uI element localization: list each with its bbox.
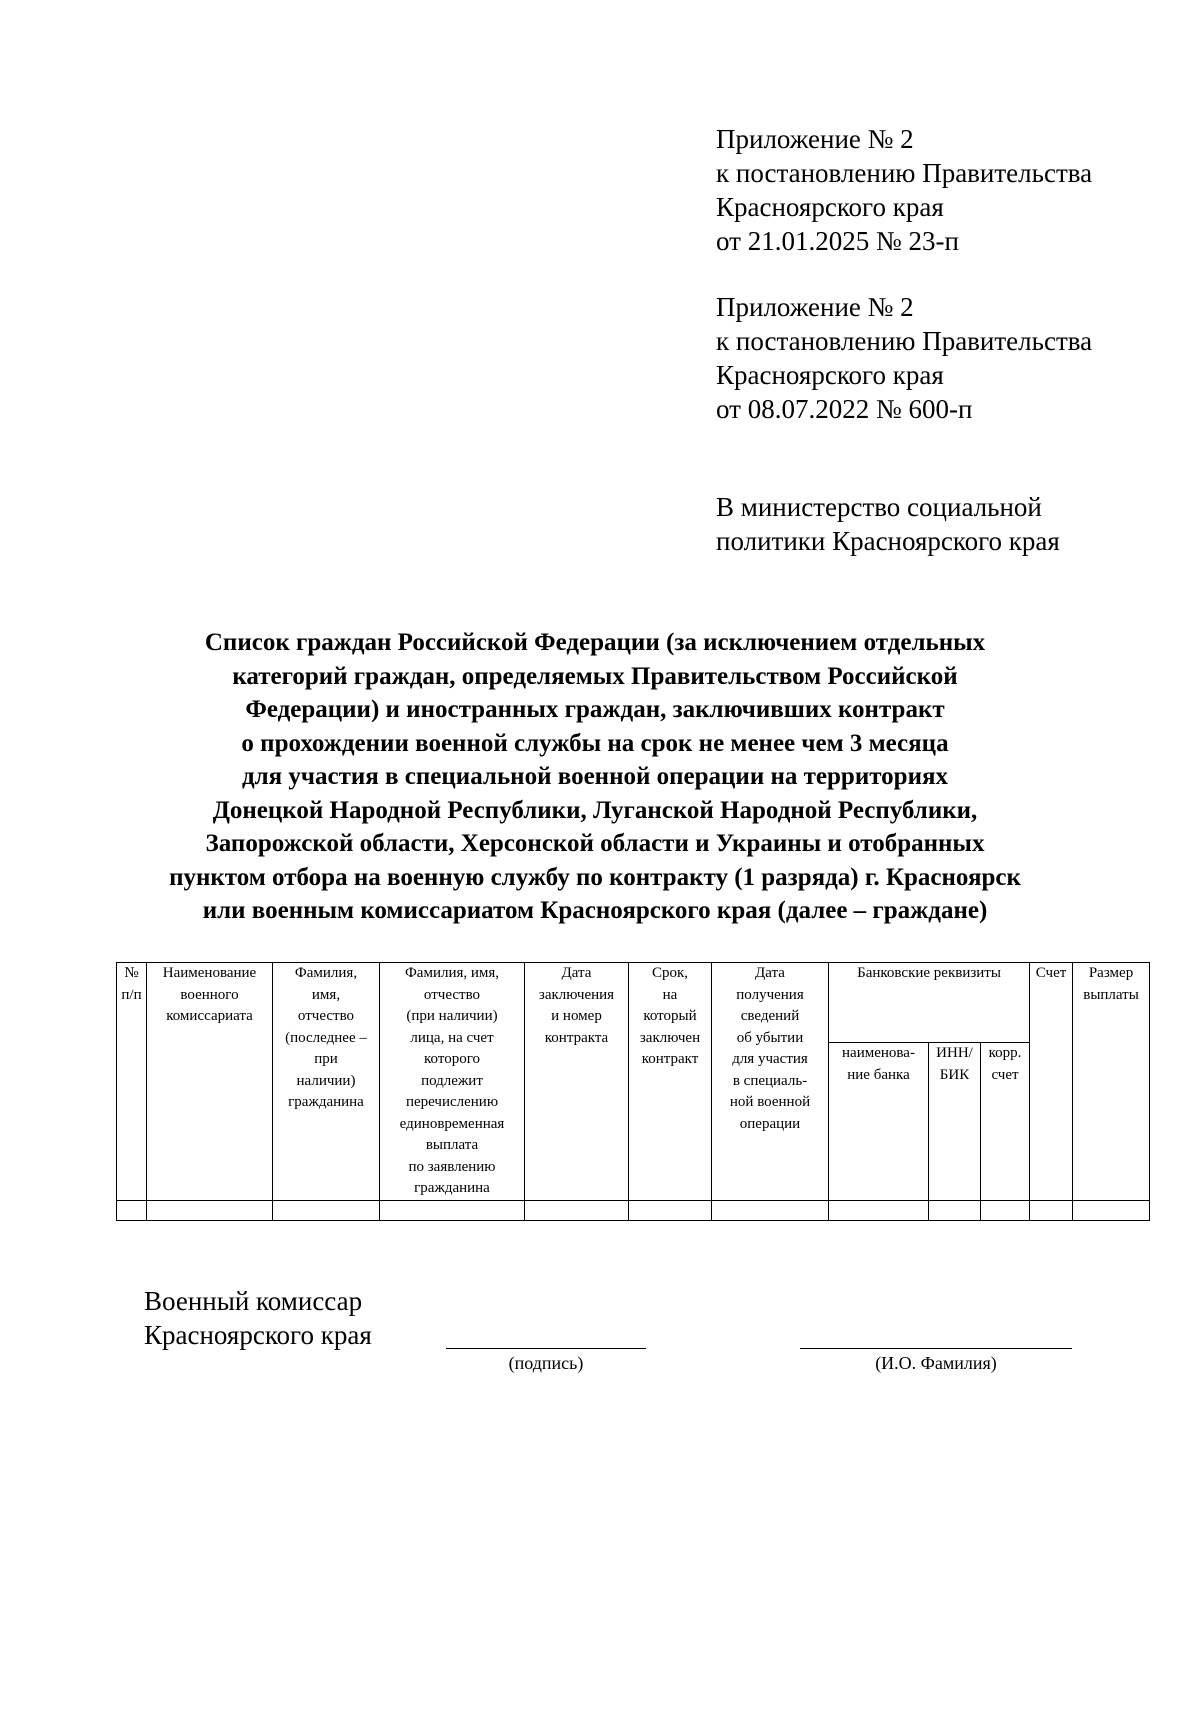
- header-cell-line: Размер: [1088, 965, 1134, 981]
- header-cell-line: на: [662, 986, 678, 1003]
- header-cell-line: выплаты: [1083, 986, 1139, 1003]
- table-cell: [981, 1200, 1030, 1220]
- table-cell: [525, 1200, 629, 1220]
- header-cell-line: заключен: [639, 1029, 701, 1046]
- header-cell-line: (при наличии): [406, 1008, 498, 1024]
- header-cell-line: и номер: [551, 1008, 602, 1024]
- header-cell-line: которого: [424, 1051, 480, 1067]
- header-departure-date: [712, 963, 829, 1201]
- signature-line: [446, 1348, 646, 1349]
- header-cell-line: №: [124, 965, 139, 981]
- header-cell-line: наименова-: [842, 1045, 915, 1062]
- signatory-position: [144, 1284, 372, 1352]
- header-cell-line: об убытии: [736, 1029, 804, 1046]
- header-cell-line: лица, на счет: [410, 1029, 494, 1046]
- header-cell-line: Фамилия, имя,: [404, 965, 500, 981]
- appendix-line: от 08.07.2022 № 600-п: [716, 394, 973, 424]
- header-cell-line: отчество: [423, 986, 481, 1003]
- table-cell: [117, 1200, 147, 1220]
- table-cell: [829, 1200, 929, 1220]
- header-cell-line: комиссариата: [166, 1008, 253, 1024]
- appendix-header-current: [716, 122, 1092, 258]
- header-payment-amount: [1073, 963, 1150, 1201]
- title-line: Список граждан Российской Федерации (за исключением отдельных: [204, 629, 986, 656]
- header-cell-line: по заявлению: [408, 1158, 496, 1175]
- header-cell-line: единовременная: [399, 1115, 505, 1132]
- appendix-line: от 21.01.2025 № 23-п: [716, 226, 959, 256]
- title-line: для участия в специальной военной операции на территориях: [241, 763, 949, 790]
- header-citizen-name: [273, 963, 380, 1201]
- table-cell: [147, 1200, 273, 1220]
- document-title: [90, 626, 1100, 928]
- header-cell-line: ние банка: [847, 1066, 910, 1083]
- citizens-table: [116, 962, 1150, 1221]
- header-cell-line: для участия: [732, 1051, 808, 1067]
- appendix-line: к постановлению Правительства: [716, 326, 1093, 356]
- title-line: категорий граждан, определяемых Правительством Российской: [232, 662, 958, 690]
- header-bank-name: [829, 1043, 929, 1200]
- table-cell: [273, 1200, 380, 1220]
- header-cell-line: подлежит: [421, 1072, 483, 1089]
- addressee-line: политики Красноярского края: [716, 526, 1060, 556]
- name-line: [800, 1348, 1072, 1349]
- header-cell-line: Дата: [561, 965, 592, 981]
- header-cell-line: ной военной: [729, 1094, 811, 1110]
- table-header-row: [117, 963, 1150, 1043]
- header-cell-line: ИНН/: [936, 1045, 973, 1062]
- header-inn-bik: [929, 1043, 981, 1200]
- header-cell-line: Срок,: [651, 965, 689, 981]
- header-num: [117, 963, 147, 1201]
- table-cell: [629, 1200, 712, 1220]
- addressee-line: В министерство социальной: [716, 492, 1042, 522]
- header-cell-line: (последнее –: [285, 1029, 367, 1046]
- header-cell-line: в специаль-: [732, 1072, 808, 1089]
- header-cell-line: Наименование: [162, 965, 257, 981]
- header-cell-line: контракт: [641, 1051, 699, 1067]
- header-corr-account: [981, 1043, 1030, 1200]
- header-cell-line: перечислению: [405, 1094, 499, 1110]
- title-line: Донецкой Народной Республики, Луганской Народной Республики,: [212, 796, 978, 824]
- header-term: [629, 963, 712, 1201]
- header-cell-line: гражданина: [414, 1180, 490, 1196]
- header-cell-line: отчество: [297, 1008, 355, 1024]
- header-cell-line: Фамилия,: [294, 965, 358, 981]
- table-cell: [380, 1200, 525, 1220]
- appendix-line: к постановлению Правительства: [716, 158, 1093, 188]
- header-account: [1030, 963, 1073, 1201]
- header-cell-line: счет: [991, 1066, 1019, 1083]
- header-cell-line: получения: [736, 986, 804, 1003]
- header-cell-line: корр.: [988, 1045, 1022, 1062]
- header-cell-line: заключения: [538, 986, 615, 1003]
- table-cell: [929, 1200, 981, 1220]
- header-cell-line: п/п: [121, 986, 142, 1003]
- header-cell-line: имя,: [311, 986, 341, 1003]
- appendix-line: Приложение № 2: [716, 124, 914, 154]
- title-line: Федерации) и иностранных граждан, заключивших контракт: [245, 696, 945, 723]
- header-cell-line: наличии): [296, 1072, 356, 1089]
- appendix-line: Красноярского края: [716, 360, 944, 390]
- signatory-line: Красноярского края: [144, 1320, 372, 1350]
- header-cell-line: гражданина: [288, 1094, 364, 1110]
- addressee: [716, 490, 1060, 558]
- header-cell-line: операции: [739, 1115, 801, 1132]
- header-cell-line: контракта: [544, 1029, 609, 1046]
- table-cell: [1030, 1200, 1073, 1220]
- header-bank-details: Банковские реквизиты: [829, 963, 1030, 1043]
- header-cell-line: военного: [180, 986, 239, 1003]
- table-cell: [712, 1200, 829, 1220]
- header-contract-date: [525, 963, 629, 1201]
- signatory-line: Военный комиссар: [144, 1286, 363, 1316]
- header-cell-line: при: [314, 1051, 338, 1067]
- appendix-header-original: [716, 290, 1092, 426]
- header-cell-line: сведений: [740, 1008, 800, 1024]
- name-caption: (И.О. Фамилия): [875, 1353, 997, 1373]
- header-commissariat: [147, 963, 273, 1201]
- table-row: [117, 1200, 1150, 1220]
- appendix-line: Красноярского края: [716, 192, 944, 222]
- title-line: о прохождении военной службы на срок не менее чем 3 месяца: [241, 729, 949, 757]
- appendix-line: Приложение № 2: [716, 292, 914, 322]
- signature-caption: (подпись): [508, 1353, 584, 1373]
- table-cell: [1073, 1200, 1150, 1220]
- header-payee-name: [380, 963, 525, 1201]
- header-cell-line: Счет: [1035, 965, 1067, 981]
- header-cell-line: выплата: [425, 1137, 479, 1153]
- title-line: или военным комиссариатом Красноярского края (далее – граждане): [202, 897, 988, 924]
- header-cell-line: БИК: [939, 1066, 970, 1083]
- title-line: пунктом отбора на военную службу по контракту (1 разряда) г. Красноярск: [169, 863, 1021, 891]
- header-cell-line: Дата: [755, 965, 785, 981]
- title-line: Запорожской области, Херсонской области и Украины и отобранных: [205, 830, 985, 857]
- header-cell-line: который: [643, 1008, 697, 1024]
